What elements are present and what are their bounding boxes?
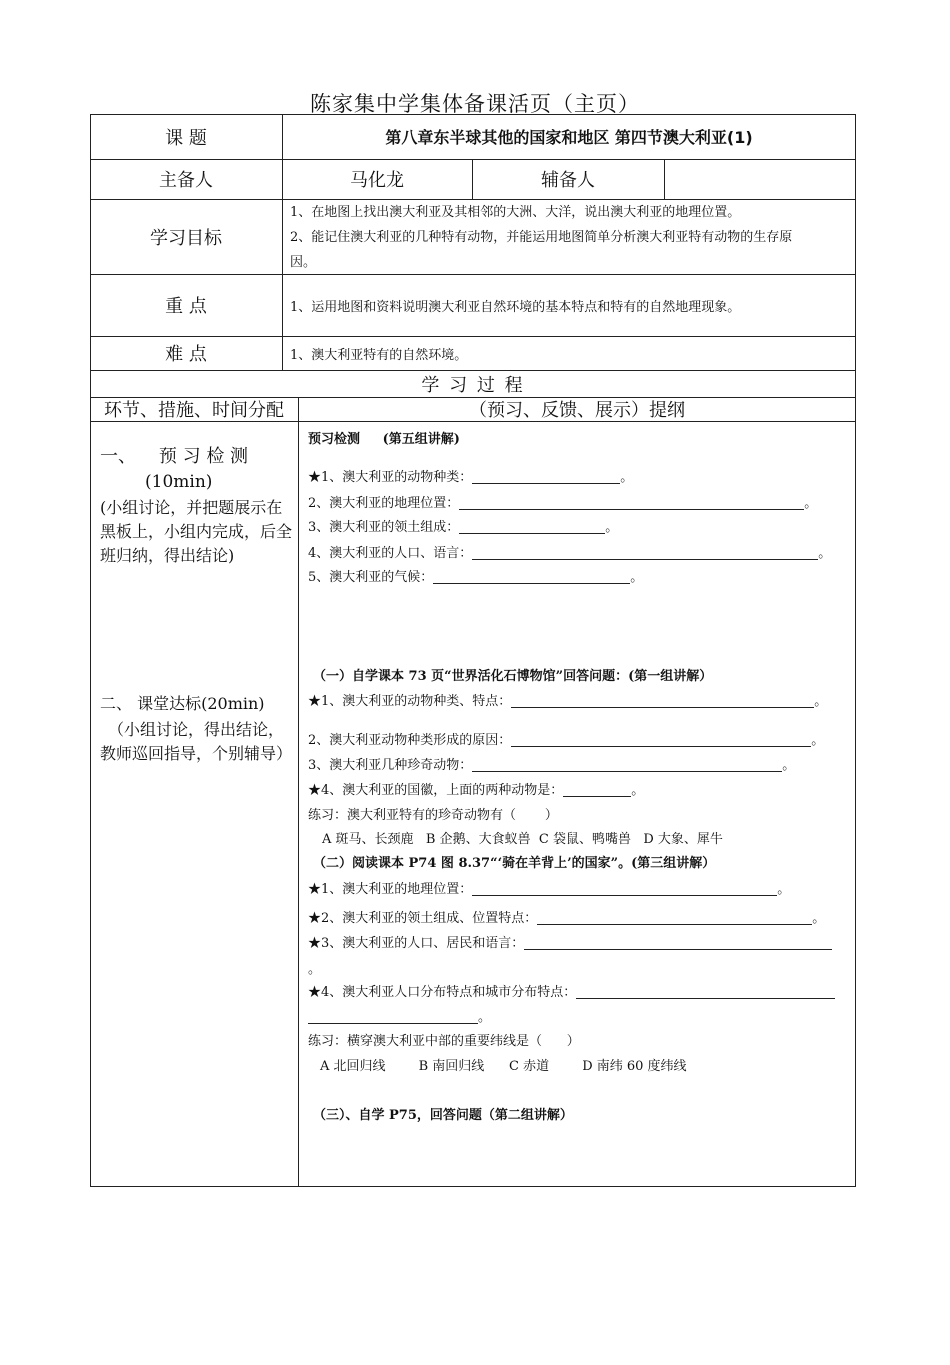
- q3-blank[interactable]: [459, 519, 605, 534]
- s1q4-blank[interactable]: [563, 782, 631, 797]
- s1q1: ★1、澳大利亚的动物种类、特点： 。: [308, 694, 828, 709]
- goal-line-2: 2、能记住澳大利亚的几种特有动物，并能运用地图简单分析澳大利亚特有动物的生存原: [290, 230, 793, 245]
- s1q2-blank[interactable]: [511, 732, 811, 747]
- section1-heading: （一）自学课本 73 页“世界活化石博物馆”回答问题：(第一组讲解）: [313, 669, 713, 684]
- s2q3: ★3、澳大利亚的人口、居民和语言：: [308, 932, 832, 951]
- goal-line-3: 因。: [290, 255, 317, 270]
- q4: 4、澳大利亚的人口、语言： 。: [308, 546, 832, 561]
- section2-heading: （二）阅读课本 P74 图 8.37“‘骑在羊背上’的国家”。(第三组讲解）: [313, 856, 716, 871]
- s2q3-blank[interactable]: [524, 935, 832, 950]
- s2q4-blank-2[interactable]: [308, 1009, 478, 1024]
- exercise2: 练习：横穿澳大利亚中部的重要纬线是（ ）: [308, 1034, 580, 1049]
- s1q3: 3、澳大利亚几种珍奇动物： 。: [308, 758, 796, 773]
- exercise1-options: A 斑马、长颈鹿 B 企鹅、大食蚁兽 C 袋鼠、鸭嘴兽 D 大象、犀牛: [322, 832, 723, 847]
- part2-desc-2: 教师巡回指导，个别辅导）: [100, 744, 293, 763]
- s1q1-blank[interactable]: [511, 693, 814, 708]
- key-points-label: 重 点: [165, 296, 207, 317]
- col-right-heading: （预习、反馈、展示）提纲: [469, 400, 685, 421]
- exercise2-options: A 北回归线 B 南回归线 C 赤道 D 南纬 60 度纬线: [320, 1059, 687, 1074]
- col-left-heading: 环节、措施、时间分配: [104, 400, 284, 421]
- exercise1: 练习：澳大利亚特有的珍奇动物有（ ）: [308, 808, 558, 823]
- goal-line-1: 1、在地图上找出澳大利亚及其相邻的大洲、大洋，说出澳大利亚的地理位置。: [290, 205, 741, 220]
- q4-blank[interactable]: [472, 545, 818, 560]
- part1-desc-2: 黑板上，小组内完成，后全: [100, 522, 293, 541]
- part2-desc-1: （小组讨论，得出结论，: [108, 720, 285, 739]
- part1-title: 一、 预 习 检 测: [100, 446, 249, 467]
- s2q3-end: 。: [308, 962, 322, 977]
- s1q4: ★4、澳大利亚的国徽，上面的两种动物是： 。: [308, 783, 645, 798]
- goals-text: [290, 200, 850, 275]
- s2q1: ★1、澳大利亚的地理位置： 。: [308, 882, 791, 897]
- part1-time: (10min): [145, 472, 213, 492]
- difficulty-text: 1、澳大利亚特有的自然环境。: [290, 347, 468, 363]
- q3: 3、澳大利亚的领土组成： 。: [308, 520, 619, 535]
- main-prep-value: 马化龙: [350, 170, 404, 191]
- q2: 2、澳大利亚的地理位置： 。: [308, 496, 818, 511]
- q5-blank[interactable]: [433, 569, 630, 584]
- s2q1-blank[interactable]: [472, 881, 777, 896]
- s1q2: 2、澳大利亚动物种类形成的原因： 。: [308, 733, 825, 748]
- page-title: 陈家集中学集体备课活页（主页）: [310, 92, 640, 116]
- part2-title: 二、 课堂达标(20min): [100, 694, 265, 713]
- difficulty-label: 难 点: [165, 344, 207, 365]
- main-prep-label: 主备人: [159, 170, 213, 191]
- s2q2-blank[interactable]: [537, 910, 812, 925]
- goals-label: 学习目标: [150, 227, 222, 249]
- process-heading: 学 习 过 程: [421, 374, 525, 396]
- key-points-text: 1、运用地图和资料说明澳大利亚自然环境的基本特点和特有的自然地理现象。: [290, 299, 741, 315]
- assist-prep-value: [664, 159, 856, 199]
- q1: ★1、澳大利亚的动物种类： 。: [308, 470, 634, 485]
- s1q3-blank[interactable]: [472, 757, 782, 772]
- q1-blank[interactable]: [472, 469, 620, 484]
- s2q4-cont: 。: [308, 1006, 491, 1025]
- part1-desc-3: 班归纳，得出结论): [100, 546, 235, 565]
- section3-heading: （三）、自学 P75，回答问题（第二组讲解）: [313, 1108, 573, 1123]
- assist-prep-label: 辅备人: [541, 170, 595, 191]
- preview-heading: 预习检测 (第五组讲解): [308, 432, 460, 447]
- q2-blank[interactable]: [459, 495, 804, 510]
- s2q4: ★4、澳大利亚人口分布特点和城市分布特点：: [308, 981, 835, 1000]
- part1-desc-1: (小组讨论，并把题展示在: [100, 498, 283, 517]
- topic-label: 课 题: [165, 127, 207, 149]
- topic-value: 第八章东半球其他的国家和地区 第四节澳大利亚(1): [385, 128, 753, 147]
- s2q2: ★2、澳大利亚的领土组成、位置特点： 。: [308, 911, 826, 926]
- s2q4-blank[interactable]: [576, 984, 835, 999]
- q5: 5、澳大利亚的气候： 。: [308, 570, 644, 585]
